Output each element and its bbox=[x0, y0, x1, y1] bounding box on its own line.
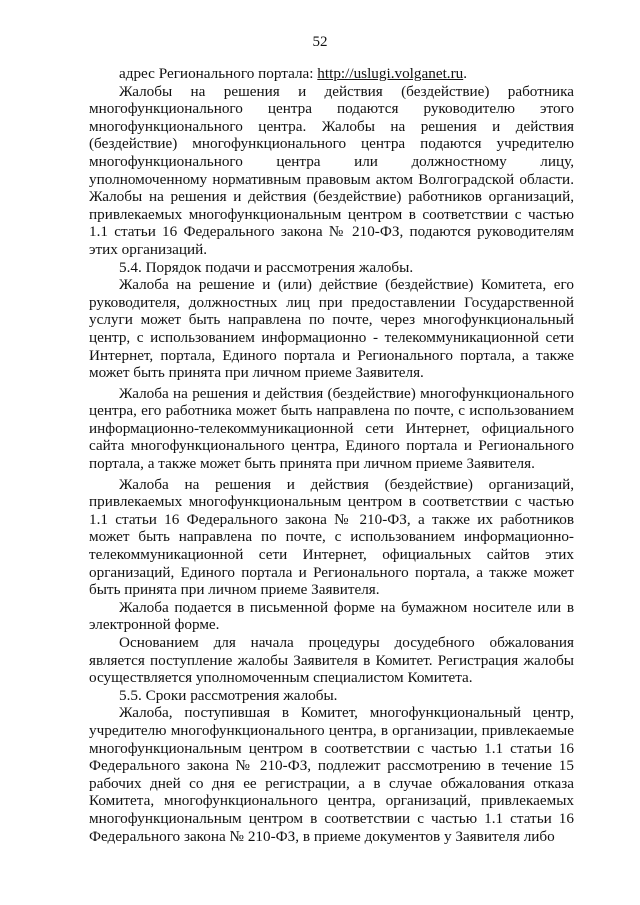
paragraph-review-terms: Жалоба, поступившая в Комитет, многофункциональный центр, учредителю многофункционального центра, в организации, привлекаемые многофункциональным центром в соответствии с частью 1.1 статьи 16 Федерального закона № 210-ФЗ, подлежит рассмотрению в течение 15 рабочих дней со дня ее регистрации, а в случае обжалования отказа Комитета, многофункционального центра, организаций, привлекаемых многофункциональным центром в соответствии с частью 1.1 статьи 16 Федерального закона № 210-ФЗ, в приеме документов у Заявителя либо bbox=[89, 704, 574, 845]
paragraph-complaint-form: Жалоба подается в письменной форме на бумажном носителе или в электронной форме. bbox=[89, 598, 574, 634]
page-number: 52 bbox=[312, 34, 328, 50]
paragraph-complaint-organizations: Жалоба на решения и действия (бездействие) организаций, привлекаемых многофункциональным центром в соответствии с частью 1.1 статьи 16 Федерального закона № 210-ФЗ, а также их работников может быть направлена по почте, с использованием информационно-телекоммуникационной сети Интернет, официальных сайтов этих организаций, Единого портала и Регионального портала, а также может быть принята при личном приеме Заявителя. bbox=[89, 475, 574, 599]
section-heading-5-4: 5.4. Порядок подачи и рассмотрения жалобы. bbox=[119, 258, 414, 276]
document-body bbox=[89, 65, 574, 845]
paragraph-procedure-basis: Основанием для начала процедуры досудебного обжалования является поступление жалобы Заявителя в Комитет. Регистрация жалобы осуществляется уполномоченным специалистом Комитета. bbox=[89, 634, 574, 687]
section-heading-5-5: 5.5. Сроки рассмотрения жалобы. bbox=[119, 686, 338, 704]
regional-portal-link[interactable]: http://uslugi.volganet.ru bbox=[317, 65, 464, 82]
paragraph-complaints-mfc: Жалобы на решения и действия (бездействие) работника многофункционального центра подаются руководителю этого многофункционального центра. Жалобы на решения и действия (бездействие) многофункционального центра подаются учредителю многофункционального центра или должностному лицу, уполномоченному нормативным правовым актом Волгоградской области. Жалобы на решения и действия (бездействие) работников организаций, привлекаемых многофункциональным центром в соответствии с частью 1.1 статьи 16 Федерального закона № 210-ФЗ, подаются руководителям этих организаций. bbox=[89, 82, 574, 258]
paragraph-complaint-committee: Жалоба на решение и (или) действие (бездействие) Комитета, его руководителя, должностных лиц при предоставлении Государственной услуги может быть направлена по почте, через многофункциональный центр, с использованием информационно - телекоммуникационной сети Интернет, портала, Единого портала и Регионального портала, а также может быть принята при личном приеме Заявителя. bbox=[89, 276, 574, 382]
paragraph-complaint-mfc: Жалоба на решения и действия (бездействие) многофункционального центра, его работника может быть направлена по почте, с использованием информационно-телекоммуникационной сети Интернет, официального сайта многофункционального центра, Единого портала и Регионального портала, а также может быть принята при личном приеме Заявителя. bbox=[89, 384, 574, 473]
paragraph-portal-address bbox=[89, 65, 574, 83]
portal-address-label: адрес Регионального портала: bbox=[119, 65, 318, 82]
portal-address-end: . bbox=[463, 65, 468, 82]
